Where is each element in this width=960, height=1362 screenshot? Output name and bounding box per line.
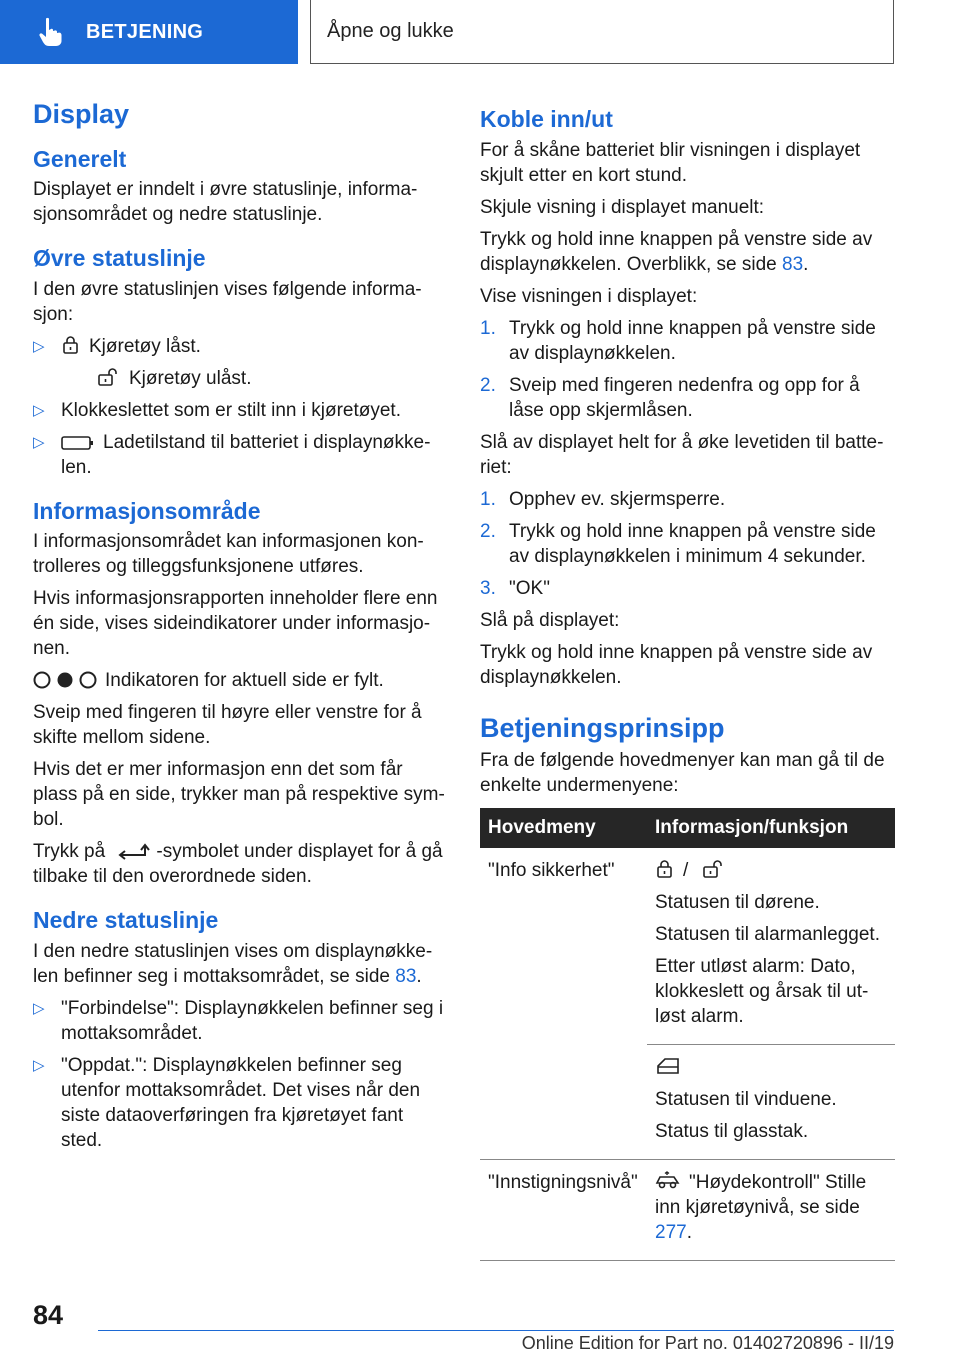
table-cell: "Info sikkerhet" [488,859,615,881]
separator-text: / [683,859,689,881]
paragraph: Hvis det er mer informasjon enn det som får plass på en side, trykker man på respektive symbol. [33,759,445,831]
cell-text: Status til glasstak. [655,1120,809,1142]
icon-line [655,858,891,883]
table-header-cell: Hovedmeny [480,808,647,848]
page-title: Display [33,99,130,129]
paragraph-text: -symbolet under displayet for å gå tilbake til den overordnede siden. [33,841,443,888]
list-item [33,996,447,1046]
heading-informasjonsomrade: Informasjonsområde [33,497,261,524]
cell-text-span: "Høydekontroll" Stille inn kjøretøynivå, se side [655,1171,867,1218]
menu-table [480,808,895,1261]
lock-open-icon [97,367,121,387]
step-item [480,487,895,512]
table-cell: "Innstigningsnivå" [480,1159,647,1260]
paragraph: I den nedre statuslinjen vises om displaynøkkelen befinner seg i mottaksområdet, se side 83. [33,941,433,988]
table-row [480,1044,895,1159]
list-item-text: "Forbindelse": Displaynøkkelen befinner seg i mottaksområdet. [61,998,444,1045]
triangle-bullet-icon: ▷ [33,1000,45,1018]
page-indicator-icon [33,671,97,689]
table-row [480,1159,895,1260]
paragraph: Slå på displayet: [480,609,620,631]
triangle-bullet-icon: ▷ [33,337,45,355]
icon-line [655,1055,891,1080]
step-item [480,373,895,423]
table-row [480,848,895,1045]
lock-closed-icon [61,335,81,355]
cell-text: Etter utløst alarm: Dato, klokkeslett og årsak til utløst alarm. [655,955,869,1027]
step-number: 3. [480,577,496,599]
step-text: "OK" [509,577,550,599]
list-item [33,398,447,423]
cell-text: Statusen til vinduene. [655,1088,837,1110]
cell-text: "Høydekontroll" Stille inn kjøretøynivå, se side 277. [655,1171,867,1243]
back-arrow-icon [116,842,150,860]
list-item [33,430,447,480]
paragraph: Hvis informasjonsrapporten inneholder flere enn én side, vises sideindikatorer under informasjonen. [33,588,438,660]
window-icon [655,1056,681,1076]
cell-text: Statusen til dørene. [655,891,820,913]
page-link[interactable]: 83 [782,253,804,275]
paragraph: Fra de følgende hovedmenyer kan man gå til de enkelte undermenyene: [480,749,885,796]
paragraph: Skjule visning i displayet manuelt: [480,196,765,218]
paragraph: Displayet er inndelt i øvre statuslinje, informasjonsområdet og nedre statuslinje. [33,179,418,226]
lock-open-icon [702,859,726,879]
status-list [33,334,447,480]
paragraph-text: Trykk på [33,841,106,863]
list-item [33,334,447,391]
paragraph: For å skåne batteriet blir visningen i displayet skjult etter en kort stund. [480,139,861,186]
table-cell [647,1159,895,1260]
step-text: Sveip med fingeren nedenfra og opp for å låse opp skjermlåsen. [509,374,860,421]
list-item-text: Klokkeslettet som er stilt inn i kjøretøyet. [61,399,401,421]
heading-betjeningsprinsipp: Betjeningsprinsipp [480,712,725,743]
sub-item [61,366,447,391]
right-column [480,100,895,1261]
page-number: 84 [33,1300,64,1330]
list-item-text: Ladetilstand til batteriet i displaynøkkelen. [61,431,431,478]
paragraph: Sveip med fingeren til høyre eller venstre for å skifte mellom sidene. [33,702,422,749]
step-number: 2. [480,520,496,542]
paragraph-text: I den nedre statuslinjen vises om displaynøkkelen befinner seg i mottaksområdet, se side [33,941,433,988]
step-text: Opphev ev. skjermsperre. [509,488,726,510]
footer-divider [98,1330,894,1331]
section-title: BETJENING [86,20,204,43]
paragraph-text: Trykk og hold inne knappen på venstre side av displaynøkkelen. Overblikk, se side [480,228,873,275]
nedre-list [33,996,447,1153]
table-cell [647,848,895,1045]
cell-text: Statusen til alarmanlegget. [655,923,880,945]
paragraph: I den øvre statuslinjen vises følgende informasjon: [33,278,422,325]
steps-off [480,487,895,601]
page-indicator-paragraph [33,668,447,693]
triangle-bullet-icon: ▷ [33,1057,45,1075]
step-item [480,519,895,569]
step-text: Trykk og hold inne knappen på venstre side av displaynøkkelen. [509,317,876,364]
section-tab [0,0,298,64]
step-item [480,576,895,601]
back-symbol-paragraph [33,839,447,889]
table-cell [647,1044,895,1159]
heading-nedre-statuslinje: Nedre statuslinje [33,907,219,934]
step-number: 1. [480,317,496,339]
heading-koble-inn-ut: Koble inn/ut [480,106,613,132]
car-height-icon [655,1171,681,1191]
step-number: 2. [480,374,496,396]
paragraph: Slå av displayet helt for å øke levetiden til batteriet: [480,431,884,478]
table-header-row [480,808,895,848]
table-cell [480,1044,647,1159]
page-link[interactable]: 277 [655,1221,687,1243]
list-item-text: Kjøretøy låst. [89,335,201,357]
steps-show [480,316,895,423]
heading-ovre-statuslinje: Øvre statuslinje [33,245,206,272]
lock-closed-icon [655,859,675,879]
hand-pointer-icon [38,17,64,47]
paragraph: Vise visningen i displayet: [480,285,698,307]
list-item-text: Kjøretøy ulåst. [129,367,252,389]
triangle-bullet-icon: ▷ [33,433,45,451]
page-link[interactable]: 83 [395,966,417,988]
list-item [33,1053,447,1153]
footer-edition: Online Edition for Part no. 01402720896 - II/19 [521,1333,894,1353]
list-item-text: "Oppdat.": Displaynøkkelen befinner seg utenfor mottaksområdet. Det vises når den siste dataoverføringen fra kjøretøyet fant sted. [61,1055,421,1152]
table-header-cell: Informasjon/funksjon [647,808,895,848]
paragraph: Trykk og hold inne knappen på venstre side av displaynøkkelen. Overblikk, se side 83. [480,228,873,275]
step-text: Trykk og hold inne knappen på venstre side av displaynøkkelen i minimum 4 sekunder. [509,520,876,567]
left-column [33,100,447,1160]
paragraph: I informasjonsområdet kan informasjonen kontrolleres og tilleggsfunksjonene utføres. [33,531,424,578]
battery-icon [61,435,95,451]
triangle-bullet-icon: ▷ [33,401,45,419]
heading-generelt: Generelt [33,145,127,172]
paragraph-text: Indikatoren for aktuell side er fylt. [105,670,384,692]
paragraph: Trykk og hold inne knappen på venstre side av displaynøkkelen. [480,641,873,688]
chapter-title: Åpne og lukke [327,20,454,42]
chapter-header [310,0,894,64]
step-number: 1. [480,488,496,510]
step-item [480,316,895,366]
